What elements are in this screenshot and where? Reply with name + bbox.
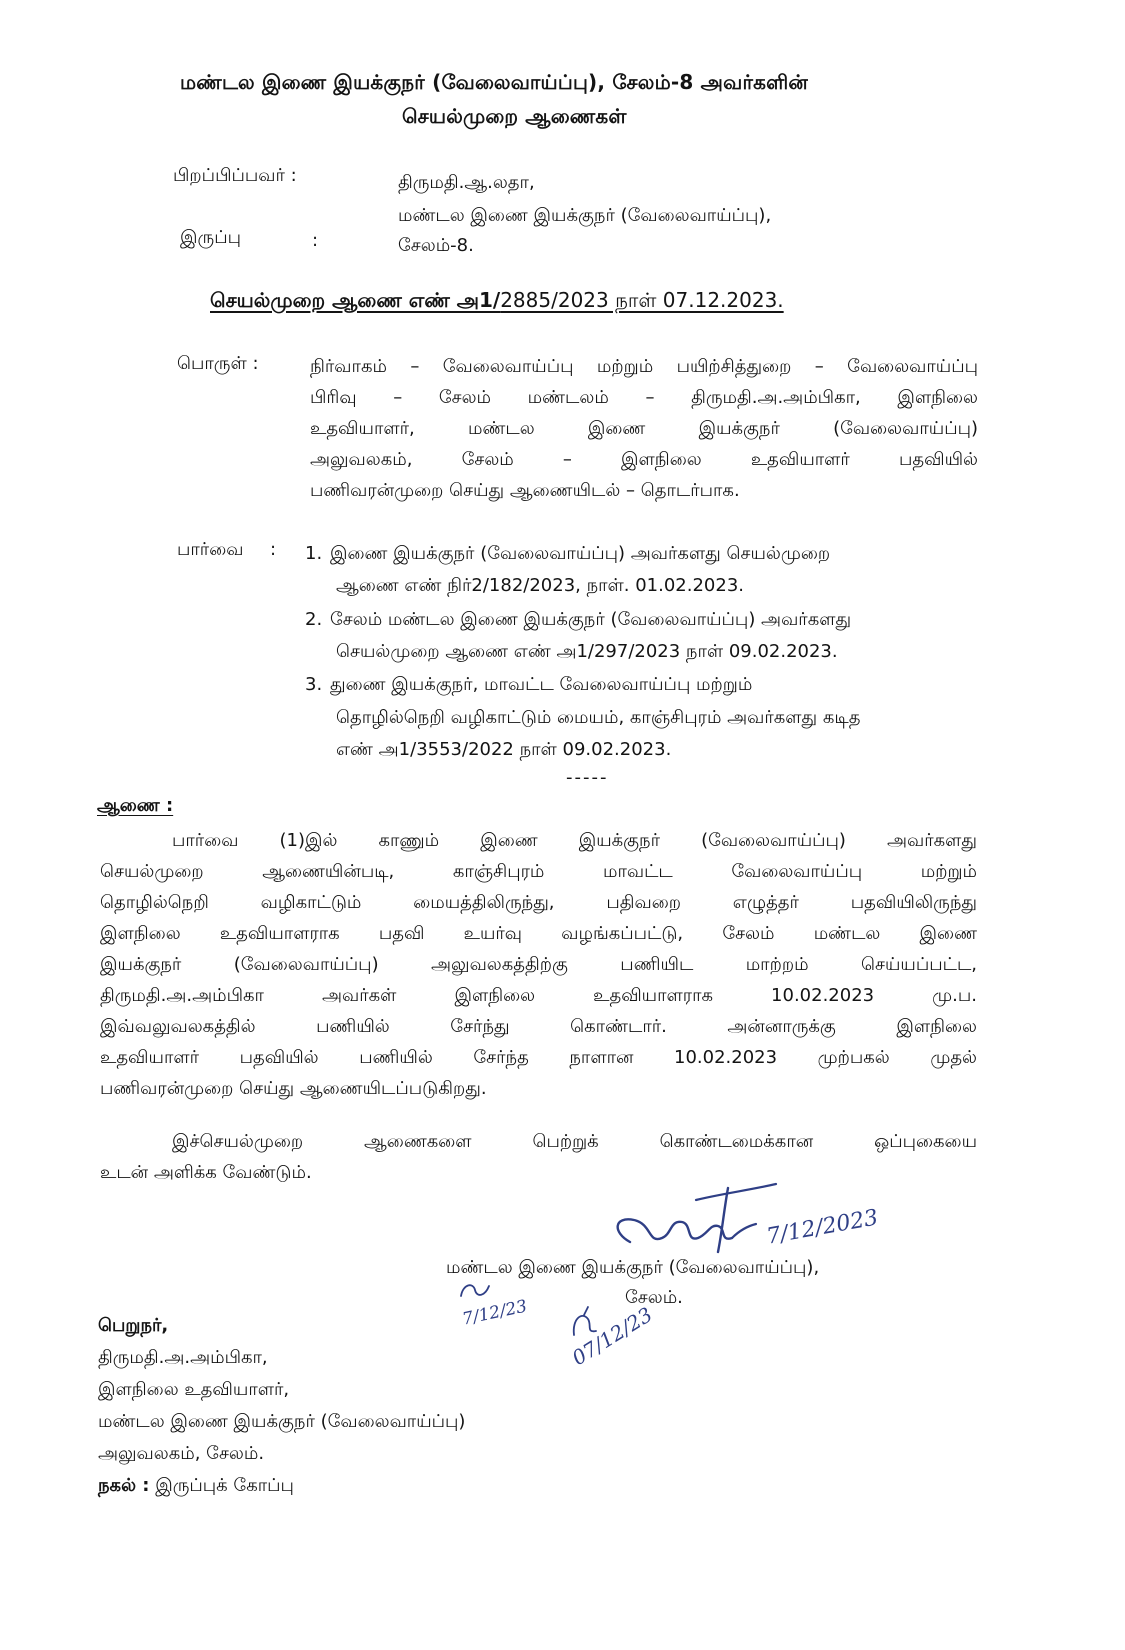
recipient-line: இளநிலை உதவியாளர், <box>98 1379 290 1400</box>
issuer-name: திருமதி.ஆ.லதா, <box>398 172 535 193</box>
subject-body <box>310 351 978 506</box>
initial-date-2: 07/12/23 <box>567 1302 657 1371</box>
issuer-label: பிறப்பிப்பவர் : <box>173 165 297 186</box>
recipient-heading: பெறுநர், <box>98 1315 169 1336</box>
subject-line: பணிவரன்முறை செய்து ஆணையிடல் – தொடர்பாக. <box>310 480 740 501</box>
copy-line <box>98 1470 294 1501</box>
reference-number: 2. <box>305 609 323 630</box>
issuer-designation: மண்டல இணை இயக்குநர் (வேலைவாய்ப்பு), <box>398 205 772 226</box>
aanai-line: இச்செயல்முறை ஆணைகளை பெற்றுக் கொண்டமைக்கான ஒப்புகையை <box>172 1131 977 1152</box>
reference-line: ஆணை எண் நிர்2/182/2023, நாள். 01.02.2023. <box>336 575 745 596</box>
order-number-date: 2885/2023 நாள் 07.12.2023. <box>500 288 784 312</box>
separator: ----- <box>566 767 609 788</box>
order-number <box>210 288 784 315</box>
aanai-line: செயல்முறை ஆணையின்படி, காஞ்சிபுரம் மாவட்ட வேலைவாய்ப்பு மற்றும் <box>100 861 977 882</box>
signature-date: 7/12/2023 <box>764 1205 881 1250</box>
place-colon: : <box>312 230 319 251</box>
aanai-line: பார்வை (1)இல் காணும் இணை இயக்குநர் (வேலைவாய்ப்பு) அவர்களது <box>172 830 977 851</box>
aanai-paragraph-2 <box>100 1126 977 1188</box>
recipient-line: திருமதி.அ.அம்பிகா, <box>98 1347 268 1368</box>
subject-line: உதவியாளர், மண்டல இணை இயக்குநர் (வேலைவாய்ப்பு) <box>310 418 978 439</box>
reference-line: சேலம் மண்டல இணை இயக்குநர் (வேலைவாய்ப்பு) அவர்களது <box>330 609 852 630</box>
reference-line: இணை இயக்குநர் (வேலைவாய்ப்பு) அவர்களது செயல்முறை <box>330 543 831 564</box>
recipient-line: மண்டல இணை இயக்குநர் (வேலைவாய்ப்பு) <box>98 1411 466 1432</box>
aanai-line: திருமதி.அ.அம்பிகா அவர்கள் இளநிலை உதவியாளராக 10.02.2023 மு.ப. <box>100 985 977 1006</box>
issuer-place: சேலம்-8. <box>398 235 474 256</box>
reference-line: துணை இயக்குநர், மாவட்ட வேலைவாய்ப்பு மற்றும் <box>330 674 753 695</box>
aanai-line: இயக்குநர் (வேலைவாய்ப்பு) அலுவலகத்திற்கு பணியிட மாற்றம் செய்யப்பட்ட, <box>100 954 977 975</box>
reference-number: 1. <box>305 543 323 564</box>
aanai-line: இவ்வலுவலகத்தில் பணியில் சேர்ந்து கொண்டார். அன்னாருக்கு இளநிலை <box>100 1016 977 1037</box>
signatory-place: சேலம். <box>625 1287 683 1308</box>
aanai-line: பணிவரன்முறை செய்து ஆணையிடப்படுகிறது. <box>100 1078 487 1099</box>
reference-number: 3. <box>305 674 323 695</box>
recipient-line: அலுவலகம், சேலம். <box>98 1443 265 1464</box>
aanai-line: உடன் அளிக்க வேண்டும். <box>100 1162 312 1183</box>
aanai-heading: ஆணை : <box>97 795 174 816</box>
place-label: இருப்பு <box>180 227 241 248</box>
aanai-line: உதவியாளர் பதவியில் பணியில் சேர்ந்த நாளான 10.02.2023 முற்பகல் முதல் <box>100 1047 977 1068</box>
header-line-2: செயல்முறை ஆணைகள் <box>402 104 627 128</box>
subject-line: அலுவலகம், சேலம் – இளநிலை உதவியாளர் பதவியில் <box>310 449 978 470</box>
subject-line: பிரிவு – சேலம் மண்டலம் – திருமதி.அ.அம்பிகா, இளநிலை <box>310 387 978 408</box>
reference-line: செயல்முறை ஆணை எண் அ1/297/2023 நாள் 09.02.2023. <box>336 641 838 662</box>
reference-line: தொழில்நெறி வழிகாட்டும் மையம், காஞ்சிபுரம் அவர்களது கடித <box>336 707 861 728</box>
aanai-line: இளநிலை உதவியாளராக பதவி உயர்வு வழங்கப்பட்டு, சேலம் மண்டல இணை <box>100 923 977 944</box>
aanai-paragraph-1 <box>100 825 977 1104</box>
signatory-designation: மண்டல இணை இயக்குநர் (வேலைவாய்ப்பு), <box>446 1257 820 1278</box>
copy-label: நகல் : <box>98 1475 150 1496</box>
references-colon: : <box>270 539 277 560</box>
reference-line: எண் அ1/3553/2022 நாள் 09.02.2023. <box>336 739 672 760</box>
order-prefix: செயல்முறை ஆணை எண் அ1/ <box>210 288 501 312</box>
aanai-line: தொழில்நெறி வழிகாட்டும் மையத்திலிருந்து, பதிவறை எழுத்தர் பதவியிலிருந்து <box>100 892 977 913</box>
header-line-1: மண்டல இணை இயக்குநர் (வேலைவாய்ப்பு), சேலம்-8 அவர்களின் <box>180 70 808 94</box>
references-label: பார்வை <box>177 539 244 560</box>
subject-line: நிர்வாகம் – வேலைவாய்ப்பு மற்றும் பயிற்சித்துறை – வேலைவாய்ப்பு <box>310 356 978 377</box>
subject-label: பொருள் : <box>177 353 259 374</box>
initial-date-1: 7/12/23 <box>460 1296 529 1330</box>
copy-value: இருப்புக் கோப்பு <box>155 1475 294 1496</box>
